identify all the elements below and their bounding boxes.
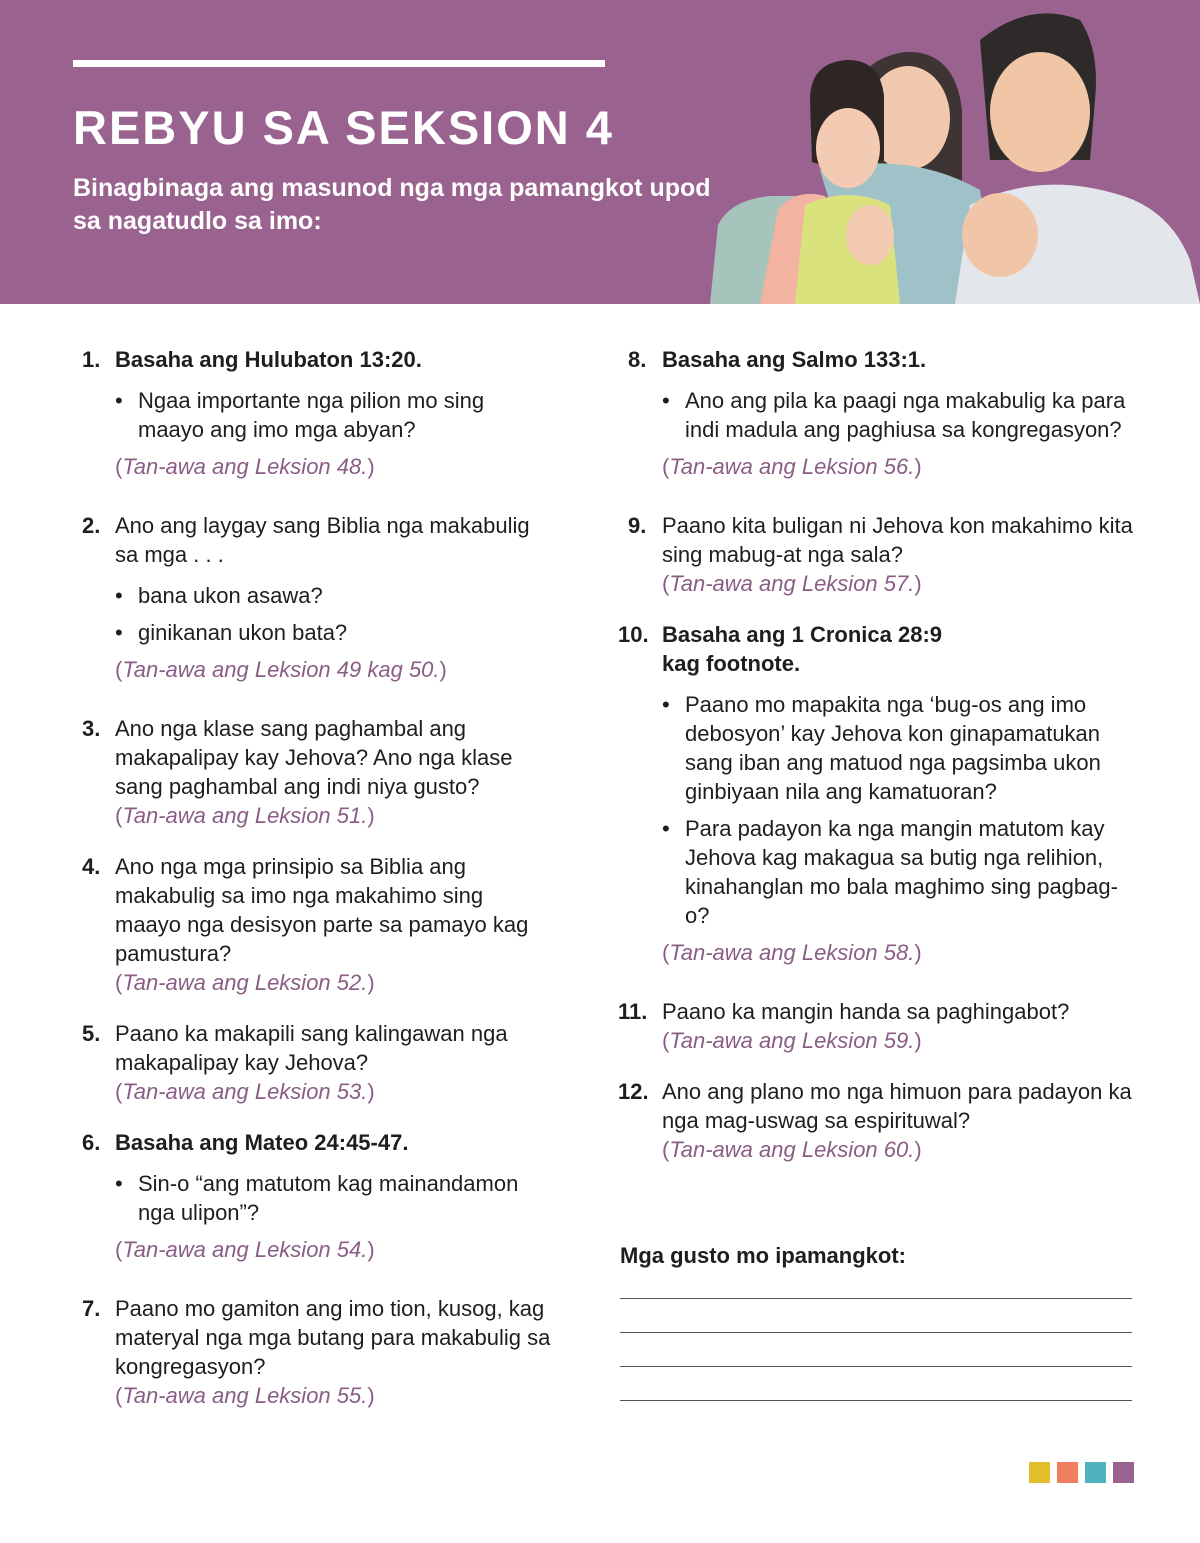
question-text: Basaha ang Hulubaton 13:20. [115,347,422,372]
question-2 [82,511,552,684]
question-bullet: • Ano ang pila ka paagi nga makabulig ka para indi madula ang paghiusa sa kongregasyon? [662,386,1138,444]
question-number: 6. [82,1130,101,1155]
lesson-reference: (Tan-awa ang Leksion 53.) [115,1079,375,1104]
question-6 [82,1128,552,1264]
question-number: 4. [82,854,101,879]
question-number: 3. [82,716,101,741]
question-text: Paano ka mangin handa sa paghingabot? [662,999,1070,1024]
lesson-reference: (Tan-awa ang Leksion 48.) [115,454,375,479]
questions-left-column [82,345,552,1410]
question-number: 11. [618,999,648,1024]
question-bullet: • bana ukon asawa? [115,581,552,610]
lesson-reference: (Tan-awa ang Leksion 58.) [662,940,922,965]
question-number: 5. [82,1021,101,1046]
question-bullet: • Sin-o “ang matutom kag mainandamon nga ulipon”? [115,1169,552,1227]
question-text: Paano ka makapili sang kalingawan nga makapalipay kay Jehova? [115,1021,508,1075]
questions-right-column [618,345,1138,1164]
note-line [620,1366,1132,1367]
question-text: Paano mo gamiton ang imo tion, kusog, kag materyal nga mga butang para makabulig sa kongregasyon? [115,1296,551,1379]
question-10 [618,620,1138,967]
question-bullet: • Ngaa importante nga pilion mo sing maayo ang imo mga abyan? [115,386,552,444]
question-text: Basaha ang 1 Cronica 28:9 kag footnote. [662,622,943,676]
lesson-reference: (Tan-awa ang Leksion 49 kag 50.) [115,657,447,682]
question-1 [82,345,552,481]
lesson-reference: (Tan-awa ang Leksion 54.) [115,1237,375,1262]
swatch-teal [1085,1462,1106,1483]
question-7 [82,1294,552,1410]
page-subtitle: Binagbinaga ang masunod nga mga pamangkot upod sa nagatudlo sa imo: [73,174,711,235]
question-number: 10. [618,622,649,647]
lesson-reference: (Tan-awa ang Leksion 51.) [115,803,375,828]
question-number: 12. [618,1079,649,1104]
question-11 [618,997,1138,1055]
question-text: Ano ang laygay sang Biblia nga makabulig sa mga . . . [115,513,530,567]
question-text: Ano nga mga prinsipio sa Biblia ang makabulig sa imo nga makahimo sing maayo nga desisyon parte sa pamayo kag pamustura? [115,854,529,966]
lesson-reference: (Tan-awa ang Leksion 56.) [662,454,922,479]
question-number: 8. [628,347,647,372]
question-number: 1. [82,347,101,372]
question-12 [618,1077,1138,1164]
question-8 [618,345,1138,481]
question-3 [82,714,552,830]
question-text: Basaha ang Salmo 133:1. [662,347,927,372]
header-rule [73,60,605,67]
lesson-reference: (Tan-awa ang Leksion 59.) [662,1028,922,1053]
page-title: REBYU SA SEKSION 4 [73,101,614,154]
question-number: 7. [82,1296,101,1321]
header-banner [0,0,1200,304]
question-text: Ano nga klase sang paghambal ang makapalipay kay Jehova? Ano nga klase sang paghambal ang indi niya gusto? [115,716,513,799]
question-text: Ano ang plano mo nga himuon para padayon ka nga mag-uswag sa espirituwal? [662,1079,1132,1133]
question-bullet: • ginikanan ukon bata? [115,618,552,647]
lesson-reference: (Tan-awa ang Leksion 57.) [662,571,922,596]
note-line [620,1298,1132,1299]
question-number: 9. [628,513,647,538]
question-text: Basaha ang Mateo 24:45-47. [115,1130,409,1155]
note-line [620,1400,1132,1401]
lesson-reference: (Tan-awa ang Leksion 52.) [115,970,375,995]
question-bullet: • Paano mo mapakita nga ‘bug-os ang imo debosyon’ kay Jehova kon ginapamatukan sang iban ang matuod nga pagsimba ukon ginbiyaan nila ang kamatuoran? [662,690,1138,806]
lesson-reference: (Tan-awa ang Leksion 60.) [662,1137,922,1162]
question-5 [82,1019,552,1106]
question-text: Paano kita buligan ni Jehova kon makahimo kita sing mabug-at nga sala? [662,513,1133,567]
question-bullet: • Para padayon ka nga mangin matutom kay Jehova kag makagua sa butig nga relihion, kinahanglan mo bala maghimo sing pagbag-o? [662,814,1138,930]
swatch-orange [1057,1462,1078,1483]
notes-label: Mga gusto mo ipamangkot: [620,1243,906,1268]
question-number: 2. [82,513,101,538]
family-praying-illustration [700,0,1200,304]
swatch-yellow [1029,1462,1050,1483]
note-line [620,1332,1132,1333]
lesson-reference: (Tan-awa ang Leksion 55.) [115,1383,375,1408]
swatch-purple [1113,1462,1134,1483]
question-4 [82,852,552,997]
question-9 [618,511,1138,598]
